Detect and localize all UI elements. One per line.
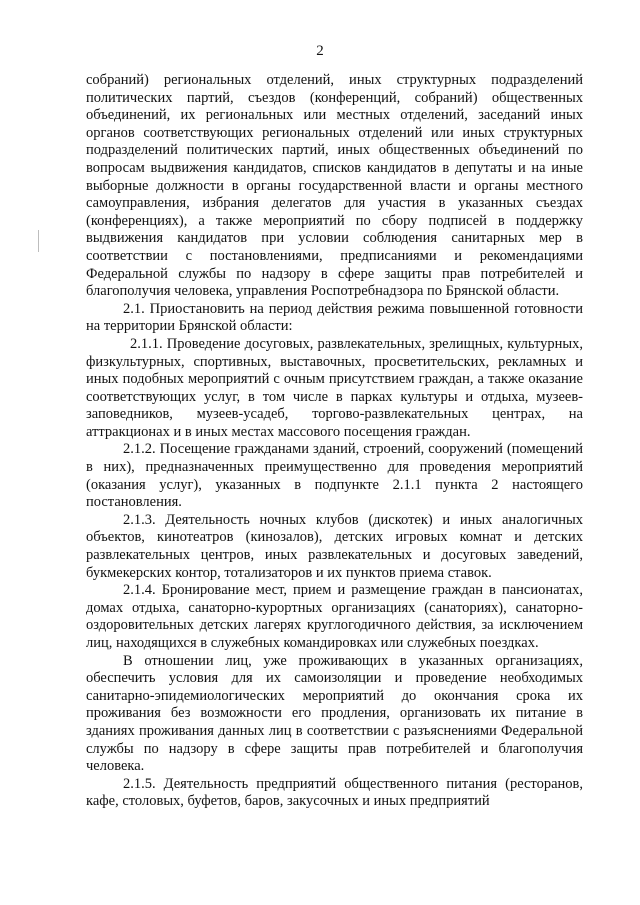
document-body bbox=[86, 72, 583, 811]
page-number: 2 bbox=[316, 43, 324, 59]
paragraph-item-2-1-4: 2.1.4. Бронирование мест, прием и размещение граждан в пансионатах, домах отдыха, санаторно-курортных организациях (санаториях), санаторно-оздоровительных детских лагерях круглогодичного действия, за исключением лиц, находящихся в служебных командировках или служебных поездках. bbox=[86, 582, 583, 651]
paragraph-item-2-1-1: 2.1.1. Проведение досуговых, развлекательных, зрелищных, культурных, физкультурных, спортивных, выставочных, просветительских, рекламных и иных подобных мероприятий с очным присутствием граждан, а также оказание соответствующих услуг, в том числе в парках культуры и отдыха, музеев-заповедников, музеев-усадеб, торгово-развлекательных центрах, на аттракционах и в иных местах массового посещения граждан. bbox=[86, 335, 583, 440]
paragraph-item-2-1-2: 2.1.2. Посещение гражданами зданий, строений, сооружений (помещений в них), предназначенных преимущественно для проведения мероприятий (оказания услуг), указанных в подпункте 2.1.1 пункта 2 настоящего постановления. bbox=[86, 441, 583, 511]
paragraph-item-2-1-5: 2.1.5. Деятельность предприятий общественного питания (ресторанов, кафе, столовых, буфетов, баров, закусочных и иных предприятий bbox=[86, 775, 583, 810]
paragraph-residents: В отношении лиц, уже проживающих в указанных организациях, обеспечить условия для их самоизоляции и проведение необходимых санитарно-эпидемиологических мероприятий до окончания срока их проживания без возможности его продления, организовать их питание в зданиях проживания данных лиц в соответствии с разъяснениями Федеральной службы по надзору в сфере защиты прав потребителей и благополучия человека. bbox=[86, 652, 583, 775]
paragraph-continuation: собраний) региональных отделений, иных структурных подразделений политических партий, съездов (конференций, собраний) общественных объединений, их региональных или местных отделений, заседаний иных органов соответствующих региональных отделений или иных структурных подразделений политических партий, иных общественных объединений по вопросам выдвижения кандидатов, списков кандидатов в депутаты и на иные выборные должности в органы государственной власти и органы местного самоуправления, избрания делегатов для участия в указанных съездах (конференциях), а также мероприятий по сбору подписей в поддержку выдвижения кандидатов при условии соблюдения санитарных мер в соответствии с постановлениями, предписаниями и рекомендациями Федеральной службы по надзору в сфере защиты прав потребителей и благополучия человека, управления Роспотребнадзора по Брянской области. bbox=[86, 72, 583, 300]
scan-margin-mark bbox=[38, 230, 39, 252]
paragraph-item-2-1-3: 2.1.3. Деятельность ночных клубов (дискотек) и иных аналогичных объектов, кинотеатров (кинозалов), детских игровых комнат и детских развлекательных центров, иных развлекательных и досуговых заведений, букмекерских контор, тотализаторов и их пунктов приема ставок. bbox=[86, 511, 583, 581]
paragraph-item-2-1: 2.1. Приостановить на период действия режима повышенной готовности на территории Брянской области: bbox=[86, 300, 583, 335]
